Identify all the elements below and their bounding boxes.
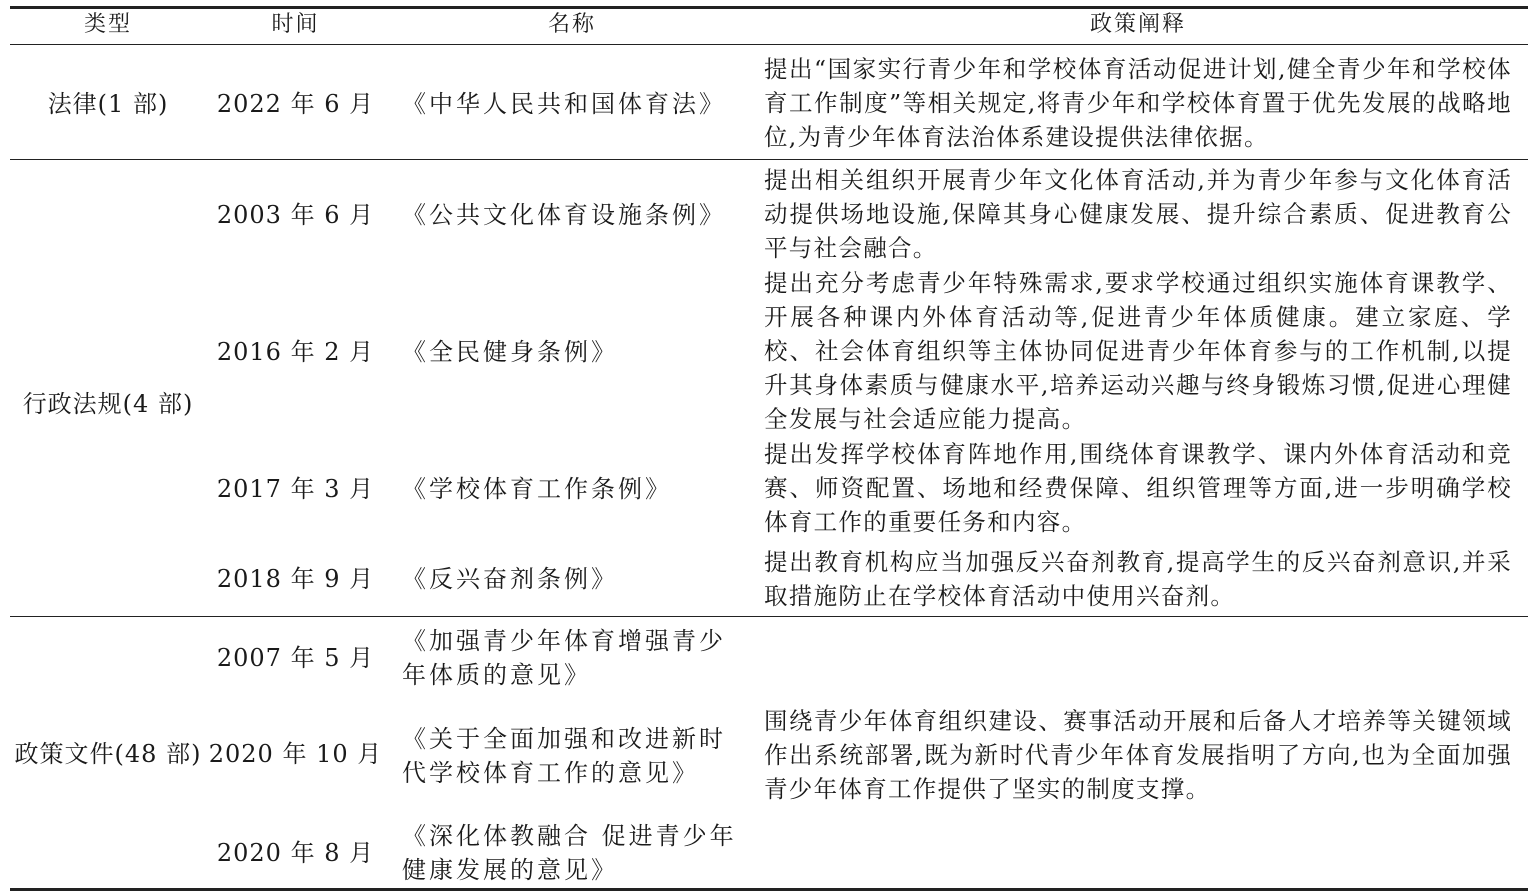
name-cell: 《关于全面加强和改进新时代学校体育工作的意见》 xyxy=(402,725,726,787)
header-policy: 政策阐释 xyxy=(1089,12,1186,37)
category-cell: 行政法规(4 部) xyxy=(22,390,194,418)
name-cell: 《深化体教融合 促进青少年健康发展的意见》 xyxy=(402,822,737,884)
name-cell: 《全民健身条例》 xyxy=(402,338,618,366)
category-cell: 法律(1 部) xyxy=(47,90,169,118)
header-rule xyxy=(10,44,1528,45)
header-name: 名称 xyxy=(547,12,596,37)
group-divider xyxy=(10,616,1528,617)
date-cell: 2003 年 6 月 xyxy=(216,201,375,229)
policy-cell: 提出“国家实行青少年和学校体育活动促进计划,健全青少年和学校体育工作制度”等相关规定,将青少年和学校体育置于优先发展的战略地位,为青少年体育法治体系建设提供法律依据。 xyxy=(764,55,1512,151)
policy-cell: 提出教育机构应当加强反兴奋剂教育,提高学生的反兴奋剂意识,并采取措施防止在学校体育活动中使用兴奋剂。 xyxy=(764,548,1512,610)
date-cell: 2017 年 3 月 xyxy=(216,475,375,503)
date-cell: 2016 年 2 月 xyxy=(216,338,375,366)
header-date: 时间 xyxy=(271,12,320,37)
date-cell: 2020 年 8 月 xyxy=(216,839,375,867)
policy-cell: 提出发挥学校体育阵地作用,围绕体育课教学、课内外体育活动和竞赛、师资配置、场地和经费保障、组织管理等方面,进一步明确学校体育工作的重要任务和内容。 xyxy=(764,440,1512,536)
name-cell: 《加强青少年体育增强青少年体质的意见》 xyxy=(402,627,726,689)
group-divider xyxy=(10,159,1528,160)
name-cell: 《反兴奋剂条例》 xyxy=(402,565,618,593)
header-type: 类型 xyxy=(83,12,132,37)
policy-cell: 提出充分考虑青少年特殊需求,要求学校通过组织实施体育课教学、开展各种课内外体育活动等,促进青少年体质健康。建立家庭、学校、社会体育组织等主体协同促进青少年体育参与的工作机制,以提升其身体素质与健康水平,培养运动兴趣与终身锻炼习惯,促进心理健全发展与社会适应能力提高。 xyxy=(764,269,1512,433)
name-cell: 《学校体育工作条例》 xyxy=(402,475,672,503)
date-cell: 2020 年 10 月 xyxy=(208,740,383,768)
date-cell: 2018 年 9 月 xyxy=(216,565,375,593)
policy-cell: 提出相关组织开展青少年文化体育活动,并为青少年参与文化体育活动提供场地设施,保障其身心健康发展、提升综合素质、促进教育公平与社会融合。 xyxy=(764,166,1512,262)
policy-cell: 围绕青少年体育组织建设、赛事活动开展和后备人才培养等关键领域作出系统部署,既为新时代青少年体育发展指明了方向,也为全面加强青少年体育工作提供了坚实的制度支撑。 xyxy=(764,707,1512,803)
name-cell: 《公共文化体育设施条例》 xyxy=(402,201,726,229)
name-cell: 《中华人民共和国体育法》 xyxy=(402,90,726,118)
bottom-rule xyxy=(10,888,1528,891)
date-cell: 2022 年 6 月 xyxy=(216,90,375,118)
date-cell: 2007 年 5 月 xyxy=(216,644,375,672)
category-cell: 政策文件(48 部) xyxy=(14,740,202,768)
